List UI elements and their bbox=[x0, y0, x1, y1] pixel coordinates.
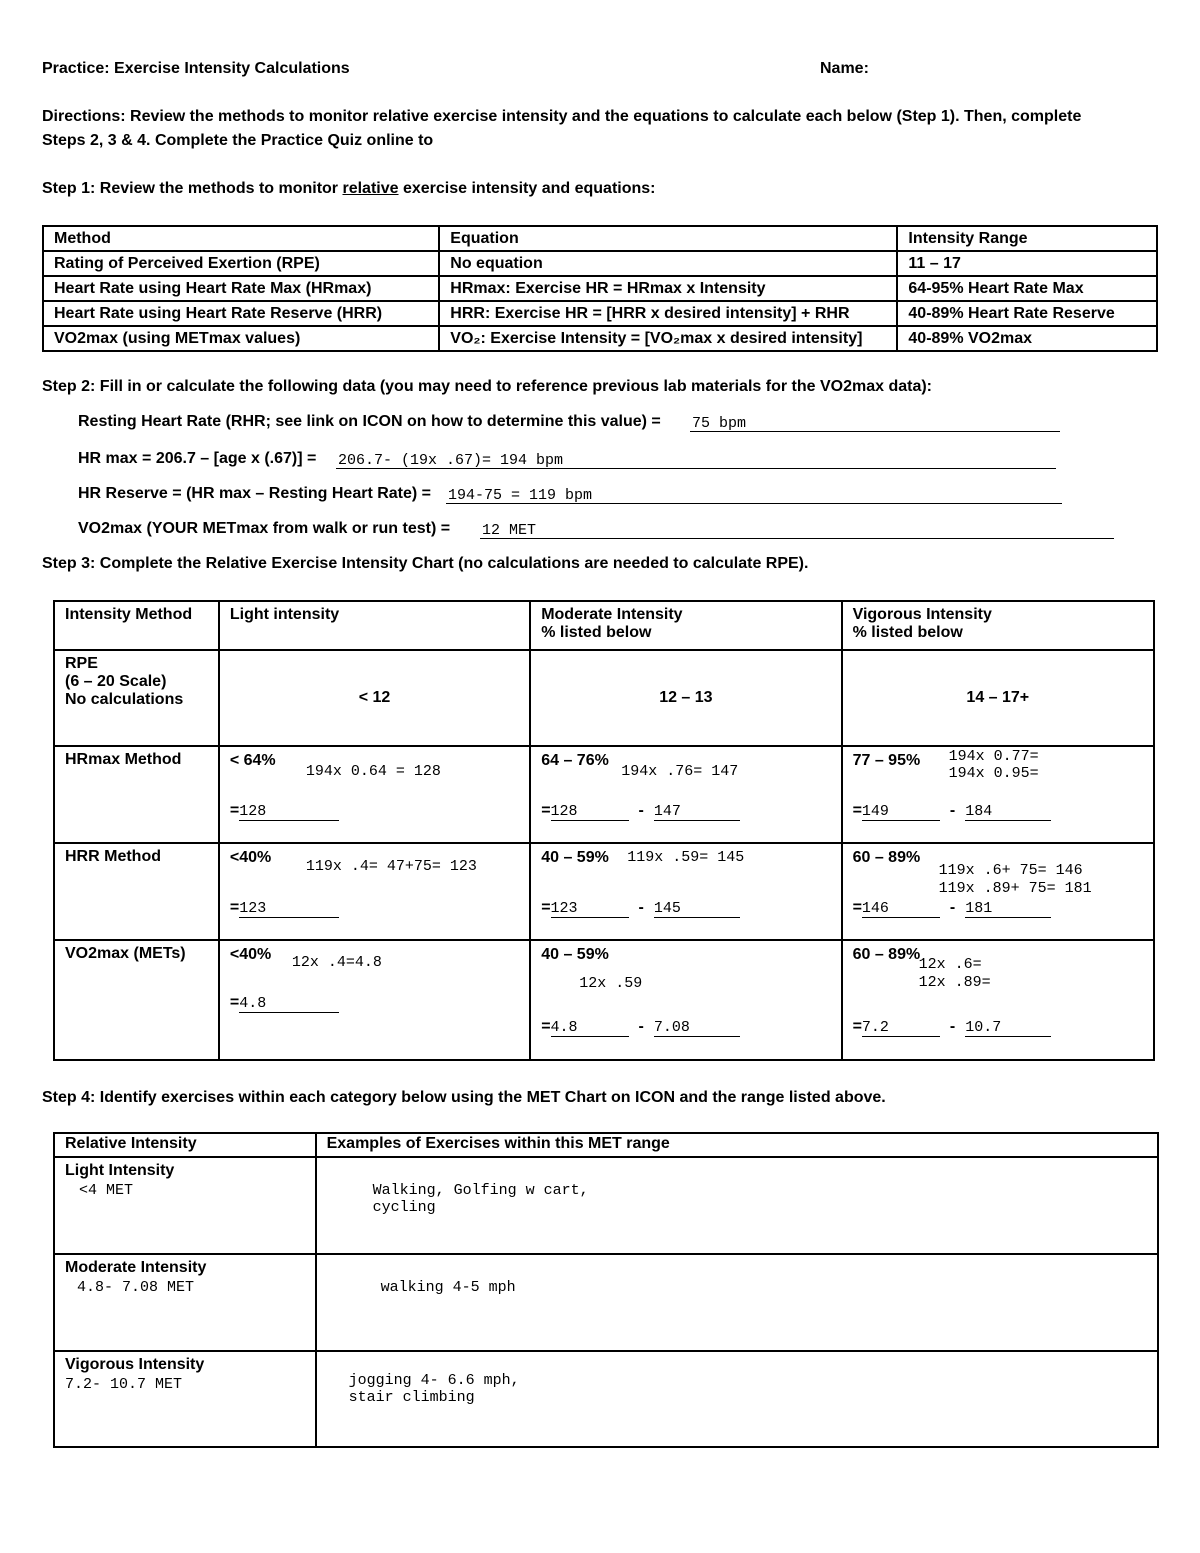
hrmax-label: HR max = 206.7 – [age x (.67)] = bbox=[78, 450, 317, 467]
vo2max-underline bbox=[480, 538, 1114, 539]
light-intensity-cell: Light Intensity <4 MET bbox=[54, 1157, 316, 1254]
hrmax-moderate-cell: 64 – 76% 194x .76= 147 =128 - 147 bbox=[530, 746, 841, 843]
step3-heading: Step 3: Complete the Relative Exercise Intensity Chart (no calculations are needed to calculate RPE). bbox=[42, 555, 809, 572]
header-examples: Examples of Exercises within this MET range bbox=[316, 1133, 1158, 1157]
table-row-rpe bbox=[54, 650, 1154, 746]
equation-cell: No equation bbox=[439, 251, 897, 276]
hrmax-light-cell: < 64% 194x 0.64 = 128 =128 bbox=[219, 746, 530, 843]
table-header-row bbox=[43, 226, 1157, 251]
hrr-label: HR Reserve = (HR max – Resting Heart Rate) = bbox=[78, 485, 432, 502]
exercise-examples-table bbox=[53, 1132, 1159, 1448]
header-intensity-range: Intensity Range bbox=[897, 226, 1157, 251]
moderate-intensity-cell: Moderate Intensity 4.8- 7.08 MET bbox=[54, 1254, 316, 1351]
vo2-moderate-cell: 40 – 59% 12x .59 =4.8 - 7.08 bbox=[530, 940, 841, 1060]
vigorous-examples-cell: jogging 4- 6.6 mph, stair climbing bbox=[316, 1351, 1158, 1447]
method-cell: Heart Rate using Heart Rate Max (HRmax) bbox=[43, 276, 439, 301]
table-row bbox=[43, 326, 1157, 351]
range-cell: 64-95% Heart Rate Max bbox=[897, 276, 1157, 301]
hrmax-value: 206.7- (19x .67)= 194 bpm bbox=[338, 452, 564, 469]
table-row-hrr bbox=[54, 843, 1154, 940]
table-row bbox=[43, 276, 1157, 301]
name-label: Name: bbox=[820, 60, 869, 77]
directions-line-2: Steps 2, 3 & 4. Complete the Practice Quiz online to bbox=[42, 132, 434, 149]
header-relative-intensity: Relative Intensity bbox=[54, 1133, 316, 1157]
table-header-row bbox=[54, 601, 1154, 650]
rhr-label: Resting Heart Rate (RHR; see link on ICON on how to determine this value) = bbox=[78, 413, 661, 430]
header-equation: Equation bbox=[439, 226, 897, 251]
step1-heading: Step 1: Review the methods to monitor relative exercise intensity and equations: bbox=[42, 180, 656, 197]
vo2-vigorous-cell: 60 – 89% 12x .6= 12x .89= =7.2 - 10.7 bbox=[842, 940, 1154, 1060]
rhr-value: 75 bpm bbox=[692, 415, 747, 432]
range-cell: 40-89% Heart Rate Reserve bbox=[897, 301, 1157, 326]
table-row bbox=[43, 251, 1157, 276]
equation-cell: HRR: Exercise HR = [HRR x desired intensity] + RHR bbox=[439, 301, 897, 326]
table-row-hrmax bbox=[54, 746, 1154, 843]
page-title: Practice: Exercise Intensity Calculations bbox=[42, 60, 350, 77]
hrmax-vigorous-cell: 77 – 95% 194x 0.77= 194x 0.95= =149 - 184 bbox=[842, 746, 1154, 843]
table-row-moderate bbox=[54, 1254, 1158, 1351]
vo2max-value: 12 MET bbox=[482, 522, 537, 539]
table-row-light bbox=[54, 1157, 1158, 1254]
rpe-light: < 12 bbox=[219, 650, 530, 746]
vo2max-method-label: VO2max (METs) bbox=[54, 940, 219, 1060]
equation-cell: HRmax: Exercise HR = HRmax x Intensity bbox=[439, 276, 897, 301]
hrmax-method-label: HRmax Method bbox=[54, 746, 219, 843]
hrr-moderate-cell: 40 – 59% 119x .59= 145 =123 - 145 bbox=[530, 843, 841, 940]
table-row bbox=[43, 301, 1157, 326]
equation-cell: VO₂: Exercise Intensity = [VO₂max x desired intensity] bbox=[439, 326, 897, 351]
header-light: Light intensity bbox=[219, 601, 530, 650]
table-header-row bbox=[54, 1133, 1158, 1157]
vo2-light-cell: <40% 12x .4=4.8 =4.8 bbox=[219, 940, 530, 1060]
vigorous-intensity-cell: Vigorous Intensity 7.2- 10.7 MET bbox=[54, 1351, 316, 1447]
light-examples-cell: Walking, Golfing w cart, cycling bbox=[316, 1157, 1158, 1254]
table-row-vigorous bbox=[54, 1351, 1158, 1447]
hrr-light-cell: <40% 119x .4= 47+75= 123 =123 bbox=[219, 843, 530, 940]
method-cell: VO2max (using METmax values) bbox=[43, 326, 439, 351]
method-cell: Rating of Perceived Exertion (RPE) bbox=[43, 251, 439, 276]
rpe-moderate: 12 – 13 bbox=[530, 650, 841, 746]
rpe-label: RPE (6 – 20 Scale) No calculations bbox=[54, 650, 219, 746]
hrr-method-label: HRR Method bbox=[54, 843, 219, 940]
intensity-chart bbox=[53, 600, 1155, 1061]
header-method: Method bbox=[43, 226, 439, 251]
table-row-vo2max bbox=[54, 940, 1154, 1060]
range-cell: 11 – 17 bbox=[897, 251, 1157, 276]
header-intensity-method: Intensity Method bbox=[54, 601, 219, 650]
hrr-value: 194-75 = 119 bpm bbox=[448, 487, 593, 504]
range-cell: 40-89% VO2max bbox=[897, 326, 1157, 351]
header-moderate: Moderate Intensity % listed below bbox=[530, 601, 841, 650]
directions-line-1: Directions: Review the methods to monitor relative exercise intensity and the equations to calculate each below (Step 1). Then, complete bbox=[42, 108, 1082, 125]
moderate-examples-cell: walking 4-5 mph bbox=[316, 1254, 1158, 1351]
vo2max-label: VO2max (YOUR METmax from walk or run test) = bbox=[78, 520, 451, 537]
rpe-vigorous: 14 – 17+ bbox=[842, 650, 1154, 746]
hrr-vigorous-cell: 60 – 89% 119x .6+ 75= 146 119x .89+ 75= 181 =146 - 181 bbox=[842, 843, 1154, 940]
header-vigorous: Vigorous Intensity % listed below bbox=[842, 601, 1154, 650]
methods-table bbox=[42, 225, 1158, 352]
method-cell: Heart Rate using Heart Rate Reserve (HRR) bbox=[43, 301, 439, 326]
step4-heading: Step 4: Identify exercises within each category below using the MET Chart on ICON and the range listed above. bbox=[42, 1089, 886, 1106]
step2-heading: Step 2: Fill in or calculate the following data (you may need to reference previous lab materials for the VO2max data): bbox=[42, 378, 932, 395]
